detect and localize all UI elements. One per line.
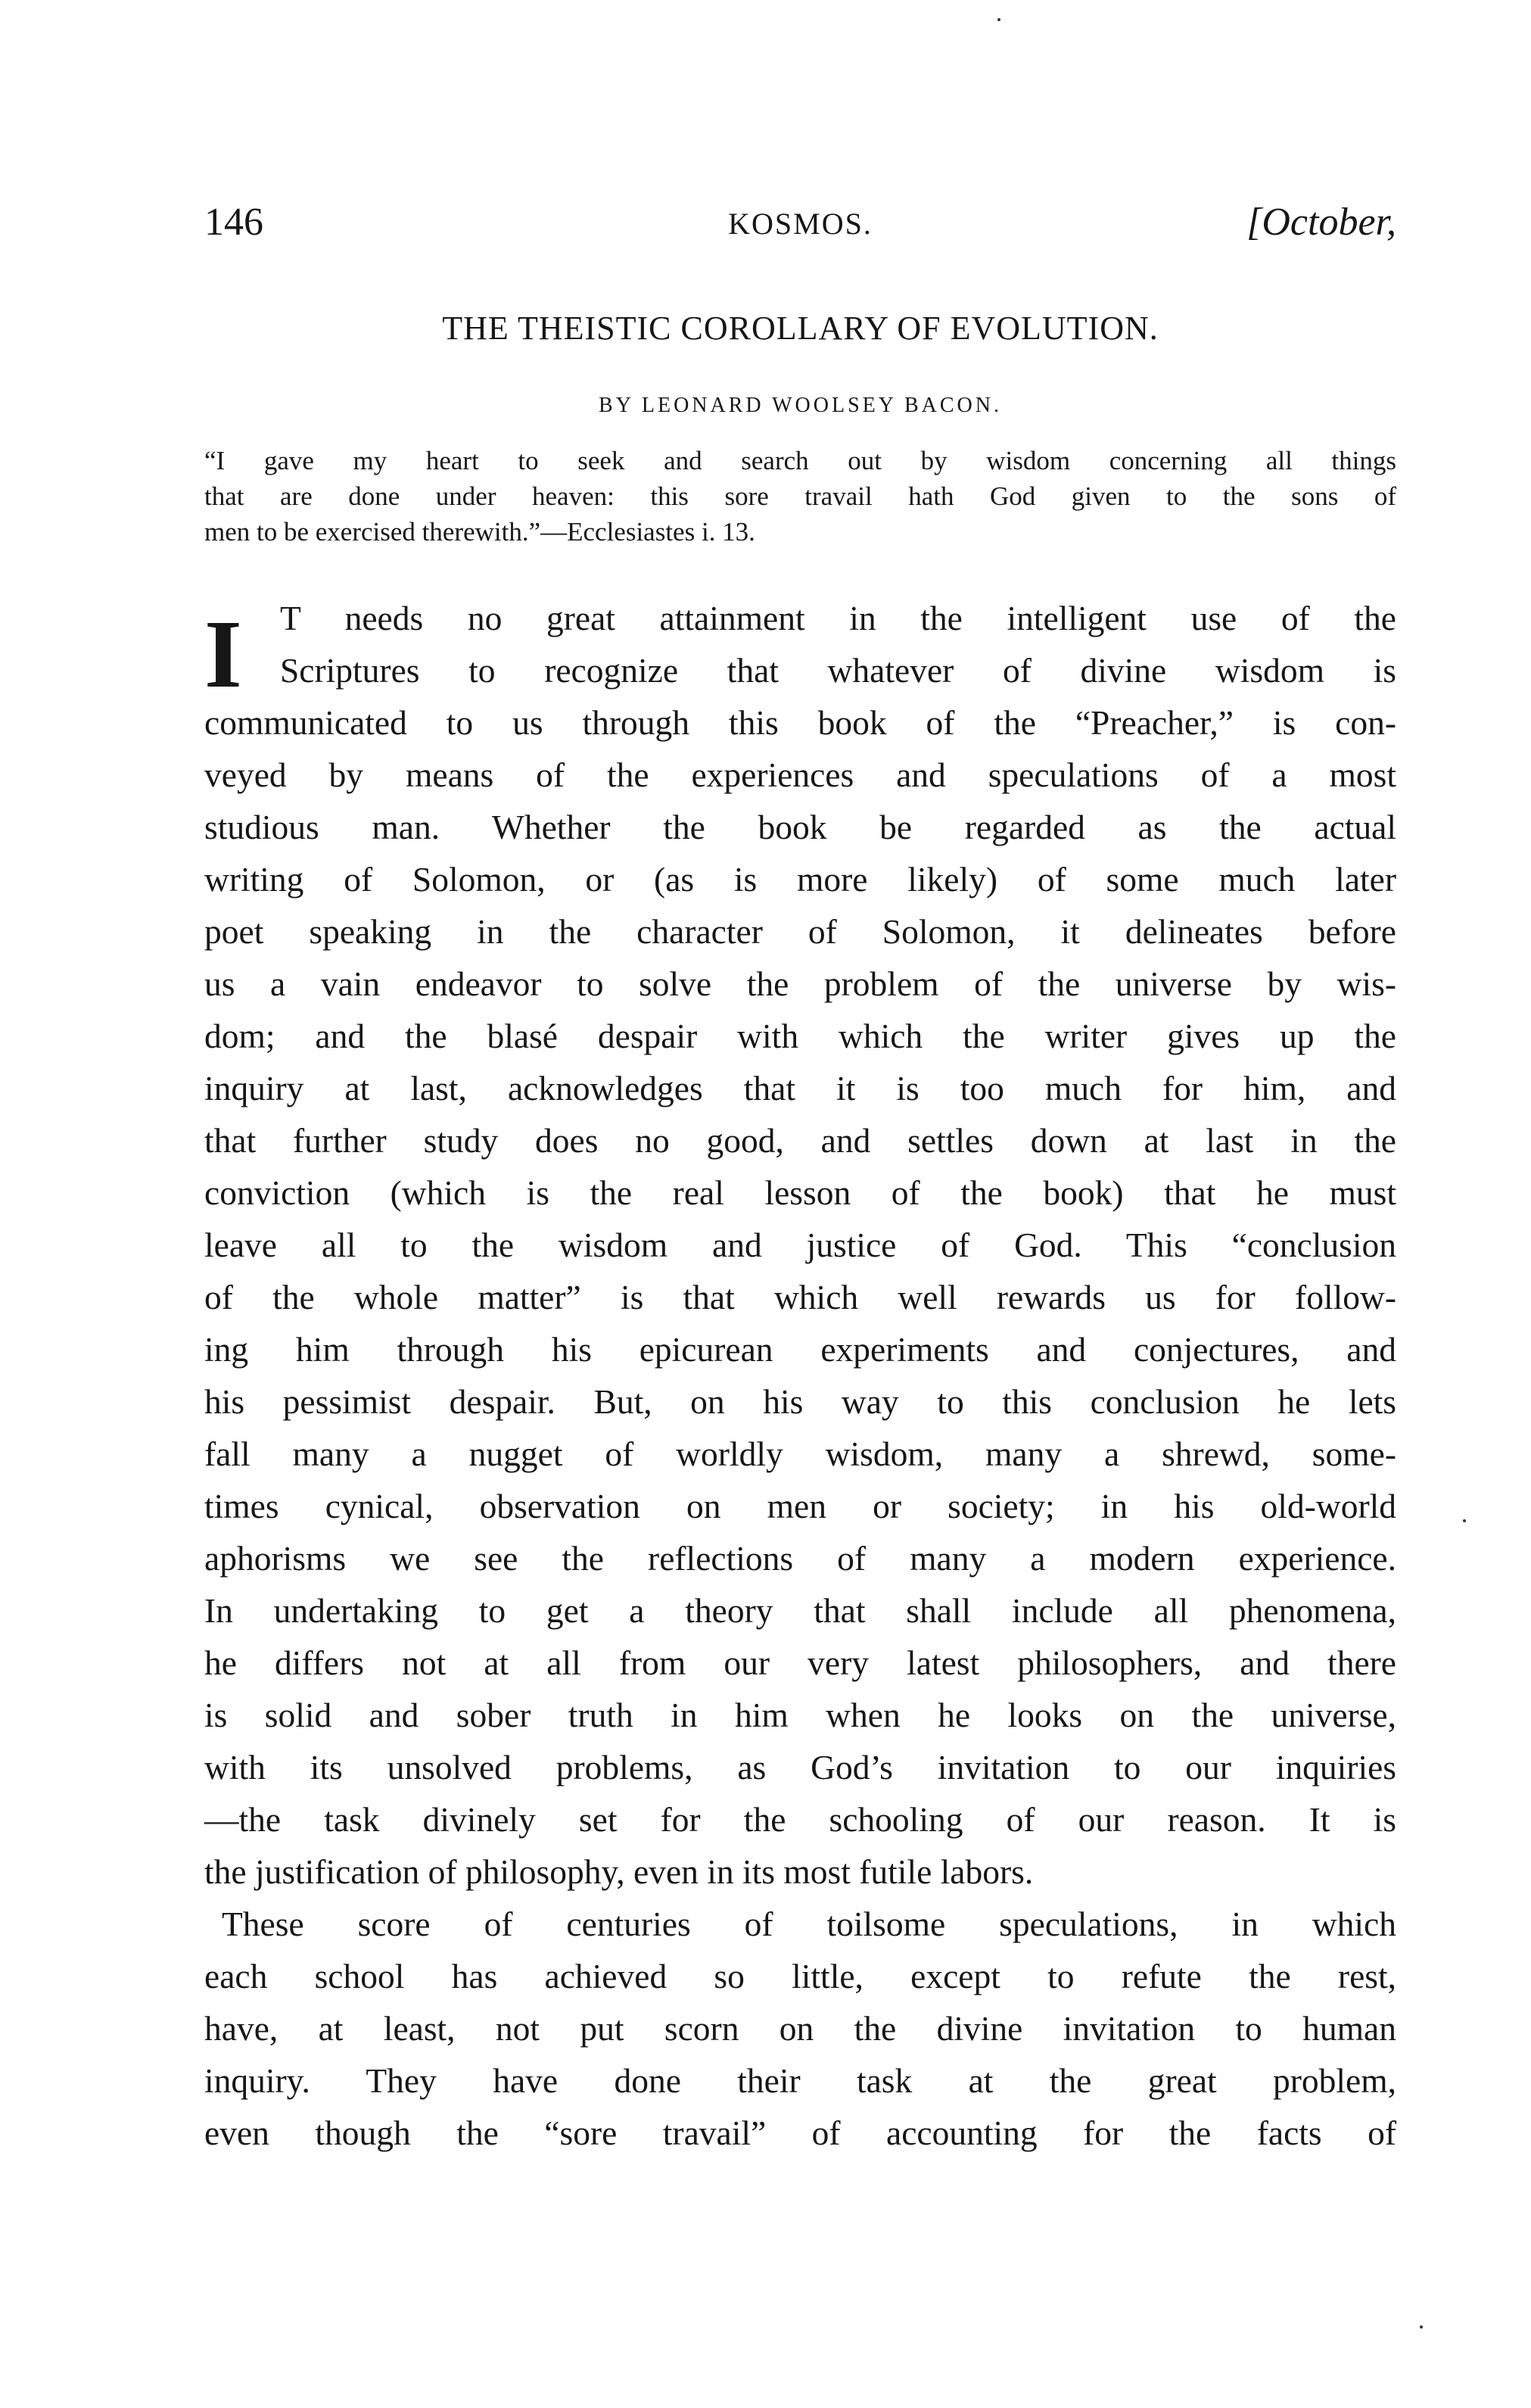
text-line: T needs no great attainment in the intelligent use of the — [280, 599, 1396, 637]
text-line: —the task divinely set for the schooling of our reason. It is — [204, 1800, 1396, 1839]
paragraph-2 — [204, 1898, 1396, 2159]
epigraph-line: men to be exercised therewith.”—Ecclesiastes i. 13. — [204, 517, 755, 547]
text-line: writing of Solomon, or (as is more likely) of some much later — [204, 860, 1396, 899]
text-line: have, at least, not put scorn on the divine invitation to human — [204, 2009, 1396, 2048]
epigraph-line: that are done under heaven: this sore travail hath God given to the sons of — [204, 481, 1396, 511]
text-line: the justification of philosophy, even in its most futile labors. — [204, 1852, 1034, 1891]
text-line: aphorisms we see the reflections of many a modern experience. — [204, 1539, 1396, 1578]
text-line: he differs not at all from our very latest philosophers, and there — [204, 1643, 1396, 1682]
text-line: In undertaking to get a theory that shall include all phenomena, — [204, 1591, 1396, 1630]
text-line: dom; and the blasé despair with which the writer gives up the — [204, 1017, 1396, 1055]
text-line: Scriptures to recognize that whatever of divine wisdom is — [280, 651, 1396, 690]
text-line: fall many a nugget of worldly wisdom, many a shrewd, some- — [204, 1435, 1396, 1473]
page-number: 146 — [204, 201, 263, 244]
article-title: THE THEISTIC COROLLARY OF EVOLUTION. — [442, 310, 1159, 347]
text-line: each school has achieved so little, except to refute the rest, — [204, 1957, 1396, 1995]
text-line: ing him through his epicurean experiments and conjectures, and — [204, 1330, 1396, 1369]
text-line: us a vain endeavor to solve the problem of the universe by wis- — [204, 964, 1396, 1003]
text-line: communicated to us through this book of the “Preacher,” is con- — [204, 703, 1396, 742]
article-byline: BY LEONARD WOOLSEY BACON. — [599, 394, 1002, 417]
scan-speck — [1420, 2325, 1423, 2329]
epigraph-line: “I gave my heart to seek and search out by wisdom concerning all things — [204, 446, 1396, 475]
drop-cap: I — [204, 600, 242, 708]
text-line: conviction (which is the real lesson of the book) that he must — [204, 1173, 1396, 1212]
text-line: veyed by means of the experiences and speculations of a most — [204, 755, 1396, 794]
scan-speck — [997, 18, 1000, 21]
running-title: KOSMOS. — [728, 207, 873, 241]
scan-speck — [1463, 1519, 1466, 1522]
running-header — [204, 200, 1396, 253]
text-line: that further study does no good, and settles down at last in the — [204, 1121, 1396, 1160]
text-line: times cynical, observation on men or society; in his old-world — [204, 1487, 1396, 1525]
text-line: inquiry. They have done their task at the great problem, — [204, 2061, 1396, 2100]
text-line: These score of centuries of toilsome speculations, in which — [222, 1905, 1396, 1943]
text-line: poet speaking in the character of Solomon, it delineates before — [204, 912, 1396, 951]
header-month: [October, — [1246, 201, 1396, 244]
body-text — [204, 592, 1396, 2159]
paragraph-1 — [204, 592, 1396, 1898]
text-line: even though the “sore travail” of accounting for the facts of — [204, 2114, 1396, 2152]
text-line: of the whole matter” is that which well rewards us for follow- — [204, 1278, 1396, 1316]
text-line: is solid and sober truth in him when he looks on the universe, — [204, 1696, 1396, 1734]
text-line: studious man. Whether the book be regarded as the actual — [204, 808, 1396, 846]
epigraph — [204, 443, 1396, 550]
text-line: inquiry at last, acknowledges that it is too much for him, and — [204, 1069, 1396, 1107]
text-line: with its unsolved problems, as God’s invitation to our inquiries — [204, 1748, 1396, 1787]
text-line: leave all to the wisdom and justice of God. This “conclusion — [204, 1226, 1396, 1264]
text-line: his pessimist despair. But, on his way to this conclusion he lets — [204, 1382, 1396, 1421]
